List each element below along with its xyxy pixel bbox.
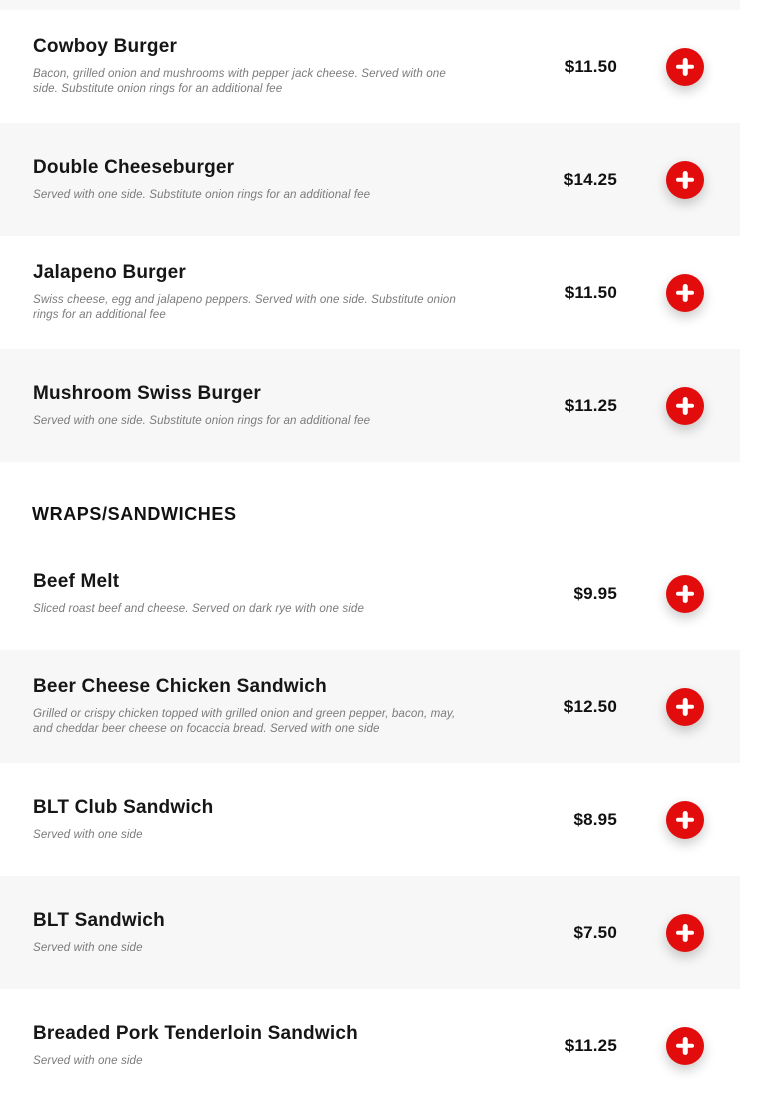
item-info [0,676,540,736]
section-header [0,462,740,537]
item-description: Served with one side. Substitute onion rings for an additional fee [33,413,371,427]
item-description: Served with one side [33,1053,143,1067]
item-info [0,571,540,617]
plus-icon [676,924,694,942]
item-name: Breaded Pork Tenderloin Sandwich [33,1022,358,1044]
item-info [0,910,540,956]
item-name: Mushroom Swiss Burger [33,382,262,404]
menu-item-row [0,763,740,876]
menu-item-row [0,236,740,349]
plus-icon [676,58,694,76]
previous-row-remnant [0,0,740,10]
plus-icon [676,698,694,716]
add-item-button[interactable] [666,575,704,613]
item-name: Cowboy Burger [33,36,178,58]
add-item-button[interactable] [666,48,704,86]
item-info [0,36,540,96]
plus-icon [676,171,694,189]
item-price: $8.95 [573,809,617,829]
item-price: $11.25 [564,1035,617,1055]
item-price: $7.50 [573,922,617,942]
item-name: Beef Melt [33,570,120,592]
item-description: Sliced roast beef and cheese. Served on dark rye with one side [33,601,365,615]
menu-item-row [0,650,740,763]
item-info [0,262,540,322]
item-description: Served with one side [33,827,143,841]
add-item-button[interactable] [666,914,704,952]
plus-icon [676,397,694,415]
item-description: Served with one side. Substitute onion rings for an additional fee [33,187,371,201]
item-name: Beer Cheese Chicken Sandwich [33,676,327,698]
item-name: BLT Club Sandwich [33,796,214,818]
section-title: WRAPS/SANDWICHES [32,504,237,524]
plus-icon [676,585,694,603]
plus-icon [676,284,694,302]
item-price: $12.50 [563,696,617,716]
item-name: BLT Sandwich [33,909,165,931]
menu-item-row [0,537,740,650]
add-item-button[interactable] [666,1027,704,1065]
item-info [0,157,540,203]
menu-item-row [0,989,740,1097]
add-item-button[interactable] [666,161,704,199]
item-name: Jalapeno Burger [33,262,186,284]
item-price: $9.95 [573,583,617,603]
menu-item-row [0,10,740,123]
item-description: Grilled or crispy chicken topped with grilled onion and green pepper, bacon, may, and cheddar beer cheese on focaccia bread. Served with one side [33,707,456,735]
add-item-button[interactable] [666,274,704,312]
menu-item-row [0,349,740,462]
item-price: $11.50 [564,282,617,302]
add-item-button[interactable] [666,688,704,726]
item-description: Bacon, grilled onion and mushrooms with pepper jack cheese. Served with one side. Substitute onion rings for an additional fee [33,67,446,95]
item-description: Served with one side [33,940,143,954]
item-info [0,383,540,429]
item-price: $11.25 [564,395,617,415]
item-info [0,1023,540,1069]
item-info [0,797,540,843]
item-price: $11.50 [564,56,617,76]
item-price: $14.25 [563,169,617,189]
menu-item-row [0,876,740,989]
menu-item-row [0,123,740,236]
item-name: Double Cheeseburger [33,156,235,178]
add-item-button[interactable] [666,801,704,839]
plus-icon [676,811,694,829]
item-description: Swiss cheese, egg and jalapeno peppers. Served with one side. Substitute onion rings for an additional fee [33,293,456,321]
plus-icon [676,1037,694,1055]
add-item-button[interactable] [666,387,704,425]
